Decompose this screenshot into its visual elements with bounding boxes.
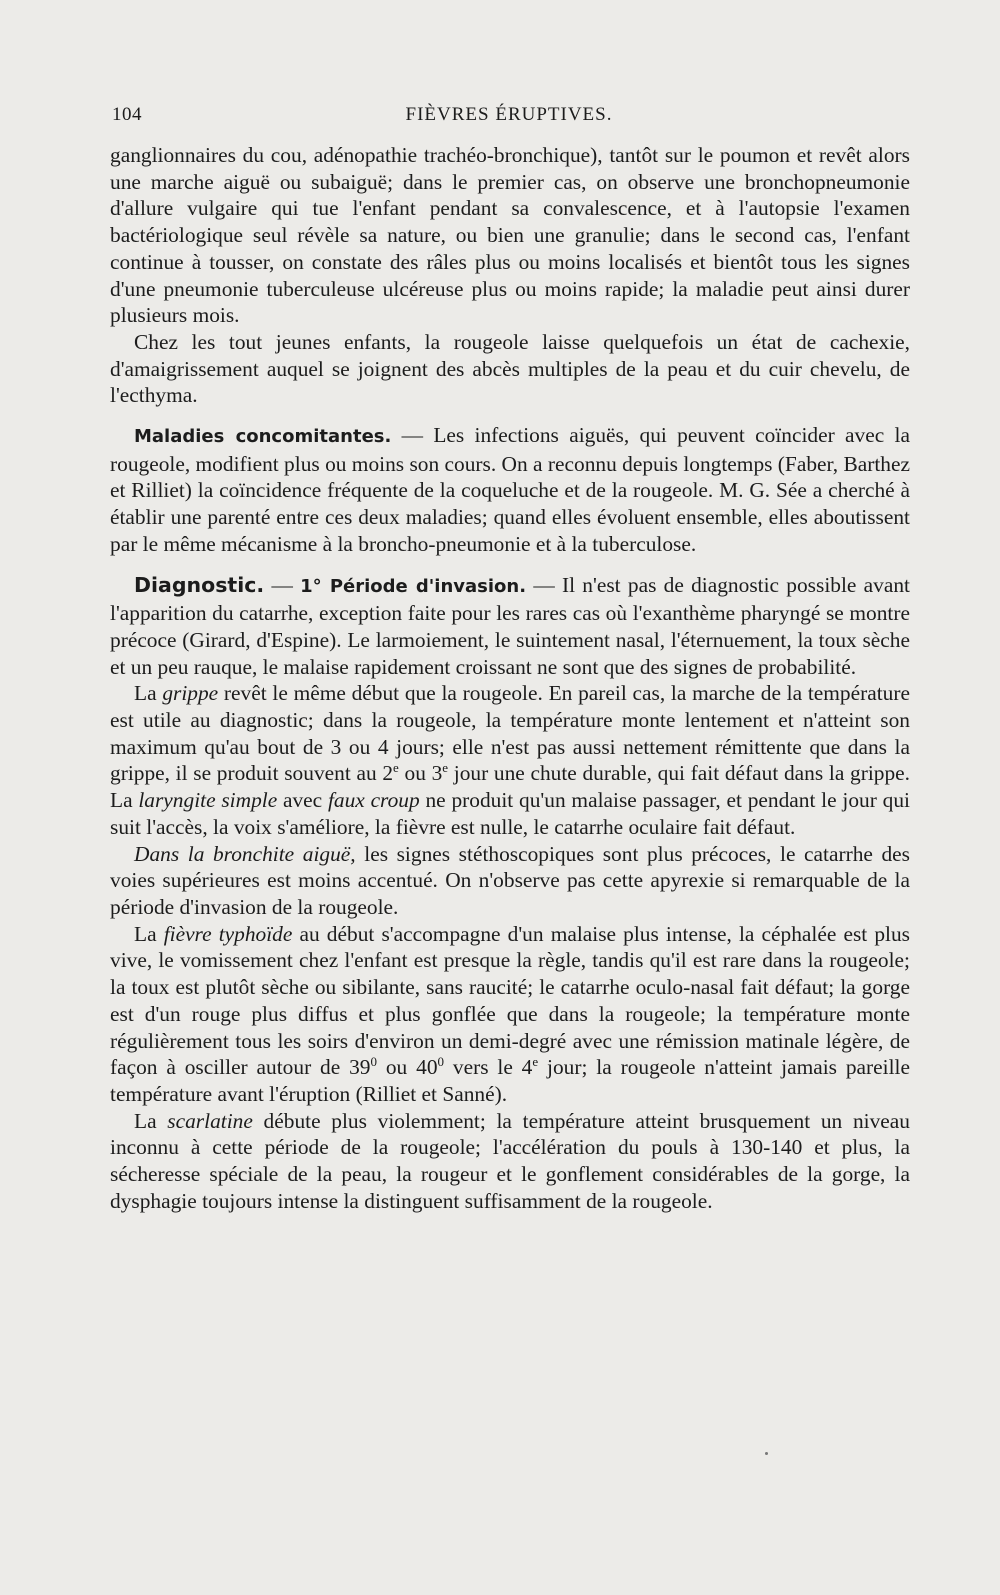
paper-speck [765,1452,768,1455]
term-grippe: grippe [162,681,219,706]
paragraph-scarlatine: La scarlatine débute plus violemment; la température atteint brusquement un niveau inconnu à cette période de la rougeole; l'accélération du pouls à 130-140 et plus, la sécheresse spéciale de la peau, la rougeur et le gonflement considérables de la gorge, la dysphagie toujours intense la distinguent suffisamment de la rougeole. [110,1108,910,1213]
body-text [110,142,910,1214]
running-title: FIÈVRES ÉRUPTIVES. [405,104,613,125]
term-scarlatine: scarlatine [167,1108,253,1133]
section-heading-maladies-concomitantes: Maladies concomitantes. [134,426,392,448]
term-fievre-typhoide: fièvre typhoïde [163,921,293,946]
section-heading-diagnostic: Diagnostic. [134,572,265,597]
paragraph-bronchite: Dans la bronchite aiguë, les signes stéthoscopiques sont plus précoces, le catarrhe des voies supérieures est moins accentué. On n'observe pas cette apyrexie si remarquable de la période d'invasion de la rougeole. [110,841,910,919]
paragraph-grippe: La grippe revêt le même début que la rougeole. En pareil cas, la marche de la température est utile au diagnostic; dans la rougeole, la température monte lentement et n'atteint son maximum qu'au bout de 3 ou 4 jours; elle n'est pas aussi nettement rémittente que dans la grippe, il se produit souvent au 2e ou 3e jour une chute durable, qui fait défaut dans la grippe. La laryngite simple avec faux croup ne produit qu'un malaise passager, et pendant le jour qui suit l'accès, la voix s'améliore, la fièvre est nulle, le catarrhe oculaire fait défaut. [110,681,910,839]
subheading-periode-invasion: 1° Période d'invasion. [300,575,527,597]
term-faux-croup: faux croup [327,788,420,813]
page-header [112,104,616,126]
paragraph-tuberculosis-continuation: ganglionnaires du cou, adénopathie trachéo-bronchique), tantôt sur le poumon et revêt alors une marche aiguë ou subaiguë; dans le premier cas, on observe une bronchopneumonie d'allure vulgaire qui tue l'enfant pendant sa convalescence, et à l'autopsie l'examen bactériologique seul révèle sa nature, ou bien une granulie; dans le second cas, l'enfant continue à tousser, on constate des râles plus ou moins localisés et bientôt tous les signes d'une pneumonie tuberculeuse ulcéreuse plus ou moins rapide; la maladie peut ainsi durer plusieurs mois. [110,143,910,328]
paragraph-cachexie: Chez les tout jeunes enfants, la rougeole laisse quelquefois un état de cachexie, d'amaigrissement auquel se joignent des abcès multiples de la peau et du cuir chevelu, de l'ecthyma. [110,329,910,408]
term-bronchite-aigue: Dans la bronchite aiguë, [134,841,356,866]
page-number: 104 [112,104,142,125]
term-laryngite-simple: laryngite simple [138,788,278,813]
paragraph-diagnostic: Diagnostic. — 1° Période d'invasion. — Il n'est pas de diagnostic possible avant l'apparition du catarrhe, exception faite pour les rares cas où l'exanthème pharyngé se montre précoce (Girard, d'Espine). Le larmoiement, le suintement nasal, l'éternuement, la toux sèche et un peu rauque, le malaise rapidement croissant ne sont que des signes de probabilité. [110,572,910,679]
paragraph-fievre-typhoide: La fièvre typhoïde au début s'accompagne d'un malaise plus intense, la céphalée est plus vive, le vomissement chez l'enfant est presque la règle, tandis qu'il est rare dans la rougeole; la toux est plutôt sèche ou sibilante, sans raucité; le catarrhe oculo-nasal fait défaut; la gorge est d'un rouge plus diffus et plus gonflée que dans la rougeole; la température monte régulièrement tous les soirs d'environ un demi-degré avec une rémission matinale légère, de façon à osciller autour de $39^0$ ou $40^0$ vers le 4e jour; la rougeole n'atteint jamais pareille température avant l'éruption (Rilliet et Sanné). [110,921,910,1106]
paragraph-maladies-concomitantes: Maladies concomitantes. — Les infections aiguës, qui peuvent coïncider avec la rougeole, modifient plus ou moins son cours. On a reconnu depuis longtemps (Faber, Barthez et Rilliet) la coïncidence fréquente de la coqueluche et de la rougeole. M. G. Sée a cherché à établir une parenté entre ces deux maladies; quand elles évoluent ensemble, elles aboutissent par le même mécanisme à la broncho-pneumonie et à la tuberculose. [110,423,910,556]
